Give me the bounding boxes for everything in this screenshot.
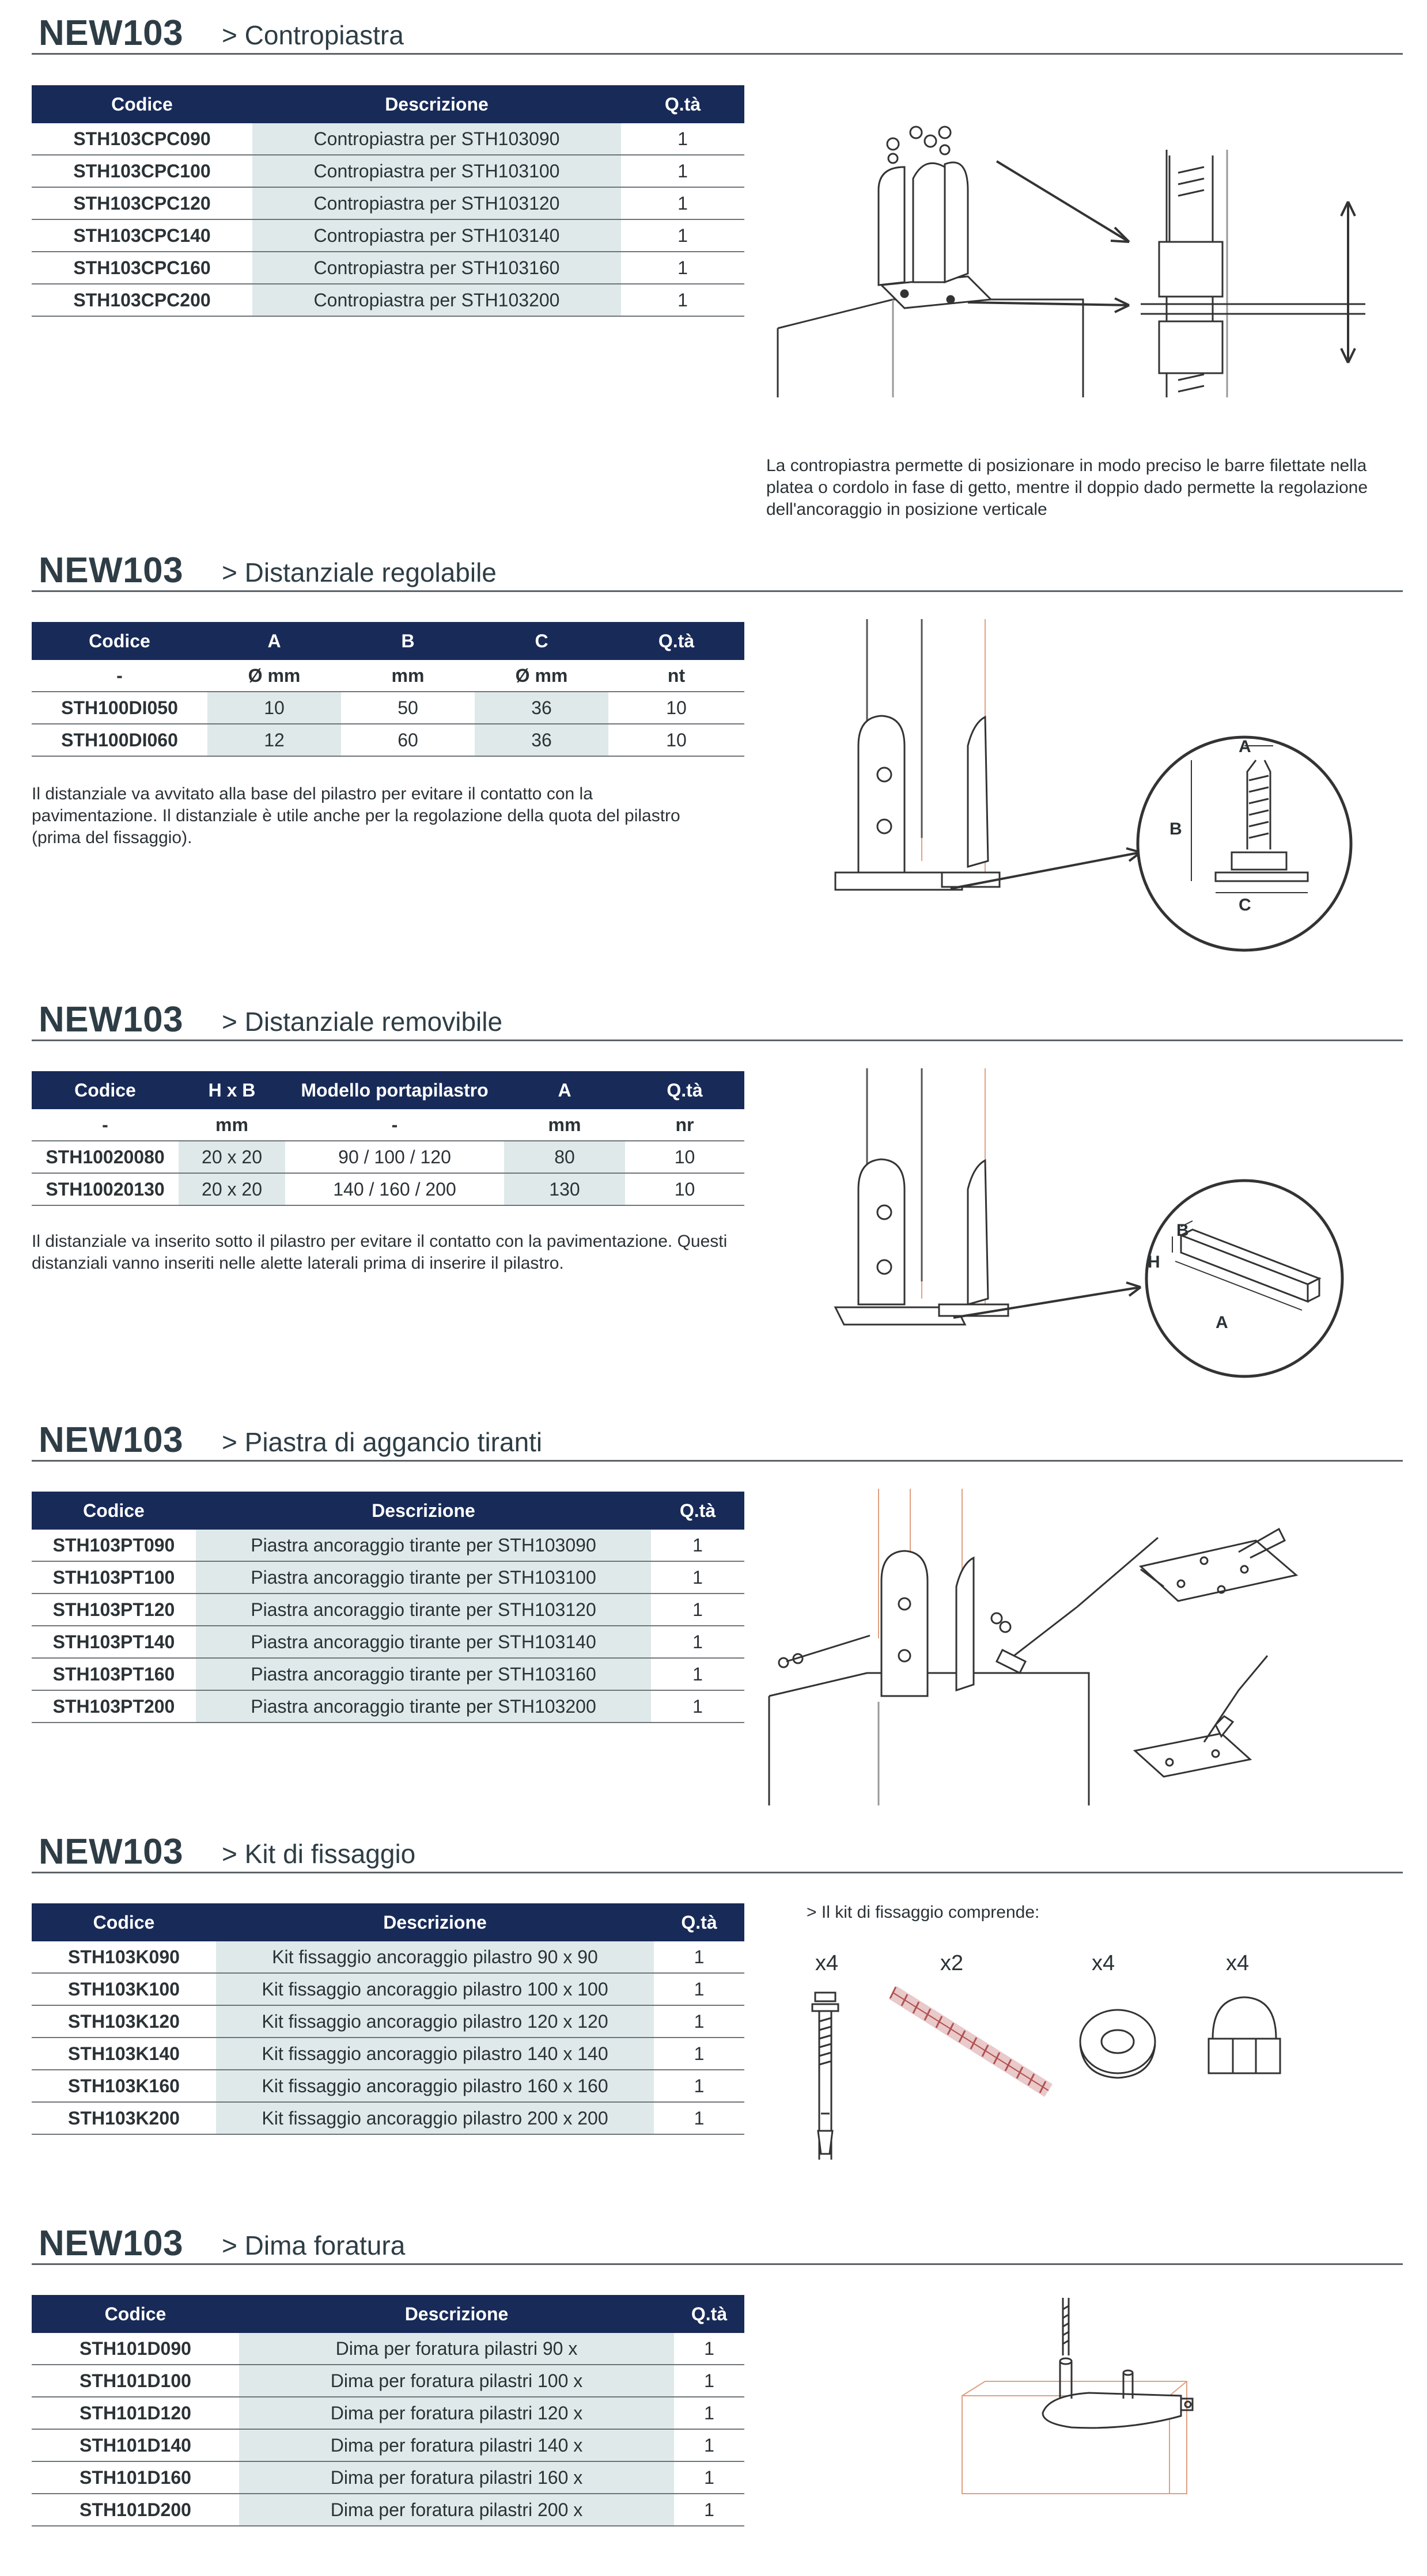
table-row: [32, 1658, 744, 1690]
table-row: [32, 1561, 744, 1594]
cell-qta: 1: [674, 2333, 744, 2365]
cell-descrizione: Contropiastra per STH103160: [252, 252, 621, 284]
table-header-row: [32, 1071, 744, 1109]
cell-c: 36: [475, 692, 608, 724]
cell-codice: STH100DI050: [32, 692, 207, 724]
header-a: A: [504, 1071, 625, 1109]
header-qta: Q.tà: [621, 85, 744, 123]
table-header-row: [32, 622, 744, 660]
cell-descrizione: Piastra ancoraggio tirante per STH103200: [196, 1690, 651, 1723]
cell-b: 50: [341, 692, 475, 724]
cell-qta: 1: [621, 252, 744, 284]
cell-codice: STH103PT090: [32, 1530, 196, 1561]
anchor-bolt-icon: [812, 1993, 838, 2160]
section-title: > Piastra di aggancio tiranti: [222, 1427, 543, 1457]
cell-qta: 1: [654, 2005, 744, 2038]
table-header-row: [32, 1903, 744, 1941]
cap-nut-icon: [1209, 1997, 1280, 2073]
unit-cell: Ø mm: [475, 660, 608, 692]
header-codice: Codice: [32, 1071, 179, 1109]
table-row: [32, 1173, 744, 1205]
header-codice: Codice: [32, 2295, 239, 2333]
cell-codice: STH103K100: [32, 1973, 216, 2005]
counterplate-drawing: [879, 127, 991, 308]
dima-foratura-table: [32, 2295, 744, 2526]
double-nut-drawing: [1141, 150, 1365, 397]
table-row: [32, 724, 744, 756]
units-row: [32, 1109, 744, 1141]
header-modello: Modello portapilastro: [285, 1071, 504, 1109]
cell-qta: 1: [651, 1626, 744, 1658]
cell-descrizione: Piastra ancoraggio tirante per STH103140: [196, 1626, 651, 1658]
section-code: NEW103: [39, 1000, 184, 1039]
cell-qta: 1: [674, 2461, 744, 2494]
cell-descrizione: Dima per foratura pilastri 200 x: [239, 2494, 674, 2526]
cell-descrizione: Dima per foratura pilastri 160 x: [239, 2461, 674, 2494]
cell-descrizione: Contropiastra per STH103120: [252, 187, 621, 219]
cell-codice: STH10020130: [32, 1173, 179, 1205]
section-title: > Dima foratura: [222, 2230, 406, 2260]
dima-foratura-drawing: [956, 2292, 1210, 2499]
kit-qty-anchor: x4: [815, 1951, 839, 1975]
section-code: NEW103: [39, 1420, 184, 1460]
cell-codice: STH101D090: [32, 2333, 239, 2365]
table-row: [32, 2333, 744, 2365]
section-contropiastra: [0, 0, 1427, 530]
header-qta: Q.tà: [625, 1071, 744, 1109]
table-row: [32, 1690, 744, 1723]
cell-a: 10: [207, 692, 341, 724]
cell-b: 60: [341, 724, 475, 756]
kit-qty-cap-nut: x4: [1226, 1951, 1250, 1975]
section-kit-fissaggio: [0, 1826, 1427, 2183]
cell-descrizione: Contropiastra per STH103090: [252, 123, 621, 155]
section-title: > Distanziale removibile: [222, 1007, 503, 1037]
header-descrizione: Descrizione: [239, 2295, 674, 2333]
cell-qta: 1: [621, 123, 744, 155]
table-row: [32, 187, 744, 219]
distanziale-regolabile-drawing: [818, 619, 1394, 953]
cell-codice: STH100DI060: [32, 724, 207, 756]
cell-qta: 1: [674, 2397, 744, 2429]
table-row: [32, 284, 744, 316]
table-header-row: [32, 2295, 744, 2333]
cell-descrizione: Dima per foratura pilastri 140 x: [239, 2429, 674, 2461]
threaded-rod-icon: [890, 1987, 1049, 2093]
table-row: [32, 2461, 744, 2494]
cell-codice: STH101D160: [32, 2461, 239, 2494]
arrows-drawing: [968, 161, 1129, 312]
table-row: [32, 155, 744, 187]
table-row: [32, 1141, 744, 1173]
piastra-aggancio-drawing: [766, 1489, 1406, 1811]
section-code: NEW103: [39, 2224, 184, 2263]
section-header: [32, 7, 1403, 55]
section-code: NEW103: [39, 551, 184, 590]
cell-codice: STH101D140: [32, 2429, 239, 2461]
header-hxb: H x B: [179, 1071, 285, 1109]
table-row: [32, 2038, 744, 2070]
header-a: A: [207, 622, 341, 660]
section-code: NEW103: [39, 1832, 184, 1872]
cell-descrizione: Piastra ancoraggio tirante per STH103160: [196, 1658, 651, 1690]
distanziale-removibile-drawing: [818, 1068, 1394, 1391]
section-title: > Distanziale regolabile: [222, 557, 497, 587]
cell-qta: 10: [608, 692, 744, 724]
table-row: [32, 1941, 744, 1973]
distanziale-removibile-table: [32, 1071, 744, 1206]
cell-descrizione: Dima per foratura pilastri 120 x: [239, 2397, 674, 2429]
cell-qta: 1: [674, 2429, 744, 2461]
kit-fissaggio-table: [32, 1903, 744, 2135]
section-dima-foratura: [0, 2217, 1427, 2563]
section-distanziale-removibile: [0, 993, 1427, 1397]
cell-descrizione: Kit fissaggio ancoraggio pilastro 200 x 200: [216, 2102, 654, 2134]
unit-cell: -: [32, 1109, 179, 1141]
cell-qta: 1: [654, 2070, 744, 2102]
table-row: [32, 219, 744, 252]
dim-label-b: B: [1169, 820, 1182, 839]
dim-label-a: A: [1216, 1313, 1228, 1332]
cell-descrizione: Dima per foratura pilastri 90 x: [239, 2333, 674, 2365]
cell-qta: 1: [654, 1941, 744, 1973]
cell-codice: STH103K200: [32, 2102, 216, 2134]
cell-hxb: 20 x 20: [179, 1141, 285, 1173]
section-header: [32, 544, 1403, 592]
table-row: [32, 2494, 744, 2526]
header-descrizione: Descrizione: [216, 1903, 654, 1941]
cell-modello: 90 / 100 / 120: [285, 1141, 504, 1173]
cell-descrizione: Kit fissaggio ancoraggio pilastro 120 x 120: [216, 2005, 654, 2038]
cell-codice: STH103CPC140: [32, 219, 252, 252]
cell-qta: 1: [621, 284, 744, 316]
cell-qta: 10: [625, 1173, 744, 1205]
contropiastra-note: La contropiastra permette di posizionare in modo preciso le barre filettate nella platea o cordolo in fase di getto, mentre il doppio dado permette la regolazione dell'ancoraggio in posizione verticale: [766, 456, 1368, 519]
kit-qty-threaded-rod: x2: [940, 1951, 964, 1975]
cell-codice: STH103PT160: [32, 1658, 196, 1690]
header-codice: Codice: [32, 1903, 216, 1941]
cell-qta: 1: [674, 2494, 744, 2526]
section-title: > Contropiastra: [222, 20, 404, 50]
cell-codice: STH103K090: [32, 1941, 216, 1973]
cell-descrizione: Piastra ancoraggio tirante per STH103090: [196, 1530, 651, 1561]
cell-descrizione: Contropiastra per STH103100: [252, 155, 621, 187]
header-descrizione: Descrizione: [196, 1492, 651, 1530]
section-header: [32, 1826, 1403, 1873]
unit-cell: Ø mm: [207, 660, 341, 692]
tie-rod-drawing: [991, 1538, 1158, 1673]
contropiastra-drawing: [772, 109, 1406, 415]
table-row: [32, 1594, 744, 1626]
cell-codice: STH10020080: [32, 1141, 179, 1173]
header-qta: Q.tà: [651, 1492, 744, 1530]
section-header: [32, 1414, 1403, 1462]
cell-qta: 1: [651, 1561, 744, 1594]
dim-label-c: C: [1239, 896, 1251, 915]
section-title: > Kit di fissaggio: [222, 1839, 416, 1869]
washer-icon: [1080, 2010, 1155, 2078]
cell-descrizione: Dima per foratura pilastri 100 x: [239, 2365, 674, 2397]
cell-codice: STH103CPC090: [32, 123, 252, 155]
unit-cell: mm: [504, 1109, 625, 1141]
header-c: C: [475, 622, 608, 660]
cell-codice: STH103CPC160: [32, 252, 252, 284]
dim-label-h: H: [1148, 1253, 1160, 1272]
cell-qta: 1: [651, 1530, 744, 1561]
table-row: [32, 1626, 744, 1658]
cell-codice: STH103PT200: [32, 1690, 196, 1723]
table-row: [32, 1973, 744, 2005]
table-row: [32, 2429, 744, 2461]
header-codice: Codice: [32, 85, 252, 123]
unit-cell: -: [32, 660, 207, 692]
cell-descrizione: Contropiastra per STH103140: [252, 219, 621, 252]
unit-cell: mm: [179, 1109, 285, 1141]
cell-a: 130: [504, 1173, 625, 1205]
cell-qta: 1: [654, 2102, 744, 2134]
table-row: [32, 2397, 744, 2429]
cell-qta: 1: [621, 219, 744, 252]
cell-codice: STH101D200: [32, 2494, 239, 2526]
cell-qta: 1: [654, 1973, 744, 2005]
cell-qta: 1: [654, 2038, 744, 2070]
header-descrizione: Descrizione: [252, 85, 621, 123]
dim-label-b: B: [1176, 1221, 1189, 1240]
section-header: [32, 2217, 1403, 2265]
unit-cell: nt: [608, 660, 744, 692]
header-qta: Q.tà: [654, 1903, 744, 1941]
cell-qta: 1: [621, 187, 744, 219]
contropiastra-table: [32, 85, 744, 317]
header-codice: Codice: [32, 1492, 196, 1530]
tie-plate-top-drawing: [1141, 1529, 1296, 1601]
cell-c: 36: [475, 724, 608, 756]
piastra-aggancio-table: [32, 1492, 744, 1723]
cell-descrizione: Kit fissaggio ancoraggio pilastro 90 x 90: [216, 1941, 654, 1973]
cell-modello: 140 / 160 / 200: [285, 1173, 504, 1205]
table-header-row: [32, 1492, 744, 1530]
section-code: NEW103: [39, 13, 184, 53]
table-header-row: [32, 85, 744, 123]
cell-codice: STH101D120: [32, 2397, 239, 2429]
pillar-drawing: [835, 619, 1141, 890]
cell-hxb: 20 x 20: [179, 1173, 285, 1205]
cell-qta: 1: [651, 1690, 744, 1723]
cell-descrizione: Kit fissaggio ancoraggio pilastro 100 x 100: [216, 1973, 654, 2005]
unit-cell: mm: [341, 660, 475, 692]
section-piastra-aggancio: [0, 1414, 1427, 1817]
cell-descrizione: Piastra ancoraggio tirante per STH103120: [196, 1594, 651, 1626]
cell-qta: 1: [651, 1658, 744, 1690]
table-row: [32, 252, 744, 284]
drill-bit-drawing: [1063, 2298, 1069, 2355]
header-qta: Q.tà: [674, 2295, 744, 2333]
tube-detail-drawing: [1146, 1181, 1342, 1376]
table-row: [32, 2365, 744, 2397]
cell-codice: STH103PT140: [32, 1626, 196, 1658]
cell-codice: STH103CPC120: [32, 187, 252, 219]
dim-label-a: A: [1239, 737, 1251, 756]
cell-qta: 10: [625, 1141, 744, 1173]
cell-descrizione: Piastra ancoraggio tirante per STH103100: [196, 1561, 651, 1594]
cell-qta: 1: [621, 155, 744, 187]
cell-codice: STH103CPC100: [32, 155, 252, 187]
table-row: [32, 2070, 744, 2102]
units-row: [32, 660, 744, 692]
unit-cell: nr: [625, 1109, 744, 1141]
cell-a: 80: [504, 1141, 625, 1173]
kit-qty-washer: x4: [1092, 1951, 1115, 1975]
cell-qta: 1: [651, 1594, 744, 1626]
section-distanziale-regolabile: [0, 544, 1427, 968]
concrete-block-drawing: [778, 299, 1083, 397]
table-row: [32, 2005, 744, 2038]
cell-a: 12: [207, 724, 341, 756]
cell-qta: 10: [608, 724, 744, 756]
cell-descrizione: Kit fissaggio ancoraggio pilastro 140 x 140: [216, 2038, 654, 2070]
distanziale-regolabile-table: [32, 622, 744, 757]
spacer-detail-drawing: [1138, 737, 1351, 950]
header-b: B: [341, 622, 475, 660]
distanziale-removibile-note: Il distanziale va inserito sotto il pilastro per evitare il contatto con la pavimentazione. Questi distanziali vanno inseriti nelle alette laterali prima di inserire il pilastro.: [32, 1232, 728, 1273]
tie-plate-bottom-drawing: [1135, 1656, 1267, 1777]
header-qta: Q.tà: [608, 622, 744, 660]
table-row: [32, 1530, 744, 1561]
cell-qta: 1: [674, 2365, 744, 2397]
pillar-drawing: [835, 1068, 1141, 1325]
unit-cell: -: [285, 1109, 504, 1141]
cell-codice: STH103PT100: [32, 1561, 196, 1594]
table-row: [32, 2102, 744, 2134]
pillar-on-block-drawing: [769, 1489, 1089, 1805]
table-row: [32, 692, 744, 724]
cell-codice: STH103PT120: [32, 1594, 196, 1626]
kit-intro: > Il kit di fissaggio comprende:: [807, 1903, 1040, 1922]
cell-codice: STH101D100: [32, 2365, 239, 2397]
cell-codice: STH103K120: [32, 2005, 216, 2038]
cell-descrizione: Contropiastra per STH103200: [252, 284, 621, 316]
header-codice: Codice: [32, 622, 207, 660]
cell-codice: STH103K140: [32, 2038, 216, 2070]
kit-items-drawing: [795, 1981, 1383, 2183]
section-header: [32, 993, 1403, 1041]
cell-descrizione: Kit fissaggio ancoraggio pilastro 160 x 160: [216, 2070, 654, 2102]
vertical-arrow-drawing: [1341, 202, 1355, 363]
cell-codice: STH103K160: [32, 2070, 216, 2102]
distanziale-regolabile-note: Il distanziale va avvitato alla base del pilastro per evitare il contatto con la pavimentazione. Il distanziale è utile anche per la regolazione della quota del pilastro (prima del fissaggio).: [32, 784, 680, 847]
cell-codice: STH103CPC200: [32, 284, 252, 316]
table-row: [32, 123, 744, 155]
